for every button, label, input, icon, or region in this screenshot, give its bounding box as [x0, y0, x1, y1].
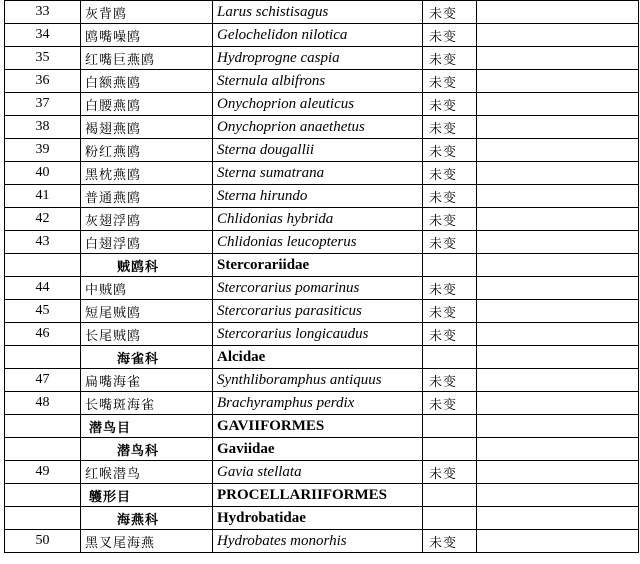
chinese-name: 红嘴巨燕鸥	[81, 47, 213, 70]
row-number: 40	[5, 162, 81, 185]
chinese-name: 贼鸥科	[81, 254, 213, 277]
empty-cell	[477, 231, 639, 254]
species-table-body	[5, 1, 639, 553]
scientific-name: Sterna dougallii	[213, 139, 423, 162]
scientific-name: PROCELLARIIFORMES	[213, 484, 423, 507]
status-cell	[423, 346, 477, 369]
scientific-name: Sterna sumatrana	[213, 162, 423, 185]
row-number: 33	[5, 1, 81, 24]
empty-cell	[477, 323, 639, 346]
chinese-name: 长嘴斑海雀	[81, 392, 213, 415]
row-number	[5, 346, 81, 369]
row-number: 39	[5, 139, 81, 162]
chinese-name: 鹱形目	[81, 484, 213, 507]
scientific-name: Alcidae	[213, 346, 423, 369]
chinese-name: 长尾贼鸥	[81, 323, 213, 346]
scientific-name: Sterna hirundo	[213, 185, 423, 208]
scientific-name: Onychoprion anaethetus	[213, 116, 423, 139]
row-number: 47	[5, 369, 81, 392]
chinese-name: 海雀科	[81, 346, 213, 369]
status-cell	[423, 415, 477, 438]
chinese-name: 红喉潜鸟	[81, 461, 213, 484]
row-number	[5, 415, 81, 438]
chinese-name: 鸥嘴噪鸥	[81, 24, 213, 47]
empty-cell	[477, 162, 639, 185]
row-number: 46	[5, 323, 81, 346]
chinese-name: 白翅浮鸥	[81, 231, 213, 254]
table-row	[5, 70, 639, 93]
table-row	[5, 277, 639, 300]
species-table	[4, 0, 639, 553]
empty-cell	[477, 70, 639, 93]
row-number	[5, 438, 81, 461]
family-header-row	[5, 438, 639, 461]
scientific-name: Gelochelidon nilotica	[213, 24, 423, 47]
empty-cell	[477, 24, 639, 47]
status-cell: 未变	[423, 277, 477, 300]
chinese-name: 黑枕燕鸥	[81, 162, 213, 185]
row-number: 38	[5, 116, 81, 139]
scientific-name: GAVIIFORMES	[213, 415, 423, 438]
chinese-name: 短尾贼鸥	[81, 300, 213, 323]
table-row	[5, 185, 639, 208]
status-cell: 未变	[423, 139, 477, 162]
table-row	[5, 231, 639, 254]
empty-cell	[477, 1, 639, 24]
table-row	[5, 93, 639, 116]
empty-cell	[477, 93, 639, 116]
table-row	[5, 24, 639, 47]
status-cell: 未变	[423, 461, 477, 484]
table-row	[5, 139, 639, 162]
chinese-name: 潜鸟科	[81, 438, 213, 461]
scientific-name: Sternula albifrons	[213, 70, 423, 93]
table-row	[5, 392, 639, 415]
empty-cell	[477, 300, 639, 323]
row-number: 37	[5, 93, 81, 116]
empty-cell	[477, 346, 639, 369]
status-cell: 未变	[423, 70, 477, 93]
status-cell: 未变	[423, 24, 477, 47]
chinese-name: 白腰燕鸥	[81, 93, 213, 116]
scientific-name: Onychoprion aleuticus	[213, 93, 423, 116]
empty-cell	[477, 116, 639, 139]
status-cell: 未变	[423, 47, 477, 70]
table-row	[5, 461, 639, 484]
family-header-row	[5, 254, 639, 277]
row-number: 49	[5, 461, 81, 484]
chinese-name: 海燕科	[81, 507, 213, 530]
row-number: 44	[5, 277, 81, 300]
empty-cell	[477, 415, 639, 438]
row-number: 43	[5, 231, 81, 254]
empty-cell	[477, 530, 639, 553]
row-number	[5, 254, 81, 277]
species-table-container	[4, 0, 639, 553]
row-number	[5, 484, 81, 507]
chinese-name: 褐翅燕鸥	[81, 116, 213, 139]
scientific-name: Stercorarius pomarinus	[213, 277, 423, 300]
empty-cell	[477, 254, 639, 277]
scientific-name: Chlidonias leucopterus	[213, 231, 423, 254]
status-cell: 未变	[423, 185, 477, 208]
chinese-name: 灰背鸥	[81, 1, 213, 24]
status-cell: 未变	[423, 231, 477, 254]
scientific-name: Gaviidae	[213, 438, 423, 461]
chinese-name: 黑叉尾海燕	[81, 530, 213, 553]
scientific-name: Stercorariidae	[213, 254, 423, 277]
status-cell: 未变	[423, 300, 477, 323]
empty-cell	[477, 277, 639, 300]
status-cell	[423, 507, 477, 530]
empty-cell	[477, 438, 639, 461]
scientific-name: Larus schistisagus	[213, 1, 423, 24]
chinese-name: 潜鸟目	[81, 415, 213, 438]
scientific-name: Hydrobates monorhis	[213, 530, 423, 553]
chinese-name: 粉红燕鸥	[81, 139, 213, 162]
scientific-name: Gavia stellata	[213, 461, 423, 484]
table-row	[5, 47, 639, 70]
scientific-name: Chlidonias hybrida	[213, 208, 423, 231]
empty-cell	[477, 208, 639, 231]
empty-cell	[477, 139, 639, 162]
status-cell: 未变	[423, 1, 477, 24]
table-row	[5, 208, 639, 231]
status-cell: 未变	[423, 369, 477, 392]
empty-cell	[477, 461, 639, 484]
empty-cell	[477, 47, 639, 70]
scientific-name: Synthliboramphus antiquus	[213, 369, 423, 392]
row-number: 42	[5, 208, 81, 231]
table-row	[5, 300, 639, 323]
chinese-name: 中贼鸥	[81, 277, 213, 300]
row-number: 48	[5, 392, 81, 415]
chinese-name: 扁嘴海雀	[81, 369, 213, 392]
status-cell	[423, 484, 477, 507]
scientific-name: Stercorarius longicaudus	[213, 323, 423, 346]
empty-cell	[477, 185, 639, 208]
chinese-name: 灰翅浮鸥	[81, 208, 213, 231]
scientific-name: Stercorarius parasiticus	[213, 300, 423, 323]
status-cell: 未变	[423, 208, 477, 231]
status-cell	[423, 254, 477, 277]
status-cell	[423, 438, 477, 461]
status-cell: 未变	[423, 392, 477, 415]
status-cell: 未变	[423, 93, 477, 116]
row-number	[5, 507, 81, 530]
status-cell: 未变	[423, 323, 477, 346]
table-row	[5, 1, 639, 24]
row-number: 36	[5, 70, 81, 93]
status-cell: 未变	[423, 530, 477, 553]
empty-cell	[477, 484, 639, 507]
empty-cell	[477, 507, 639, 530]
scientific-name: Hydroprogne caspia	[213, 47, 423, 70]
status-cell: 未变	[423, 162, 477, 185]
table-row	[5, 323, 639, 346]
order-header-row	[5, 415, 639, 438]
scientific-name: Brachyramphus perdix	[213, 392, 423, 415]
table-row	[5, 116, 639, 139]
family-header-row	[5, 346, 639, 369]
chinese-name: 白额燕鸥	[81, 70, 213, 93]
row-number: 34	[5, 24, 81, 47]
table-row	[5, 530, 639, 553]
row-number: 41	[5, 185, 81, 208]
row-number: 35	[5, 47, 81, 70]
family-header-row	[5, 507, 639, 530]
order-header-row	[5, 484, 639, 507]
status-cell: 未变	[423, 116, 477, 139]
table-row	[5, 369, 639, 392]
row-number: 45	[5, 300, 81, 323]
empty-cell	[477, 392, 639, 415]
row-number: 50	[5, 530, 81, 553]
chinese-name: 普通燕鸥	[81, 185, 213, 208]
scientific-name: Hydrobatidae	[213, 507, 423, 530]
table-row	[5, 162, 639, 185]
empty-cell	[477, 369, 639, 392]
